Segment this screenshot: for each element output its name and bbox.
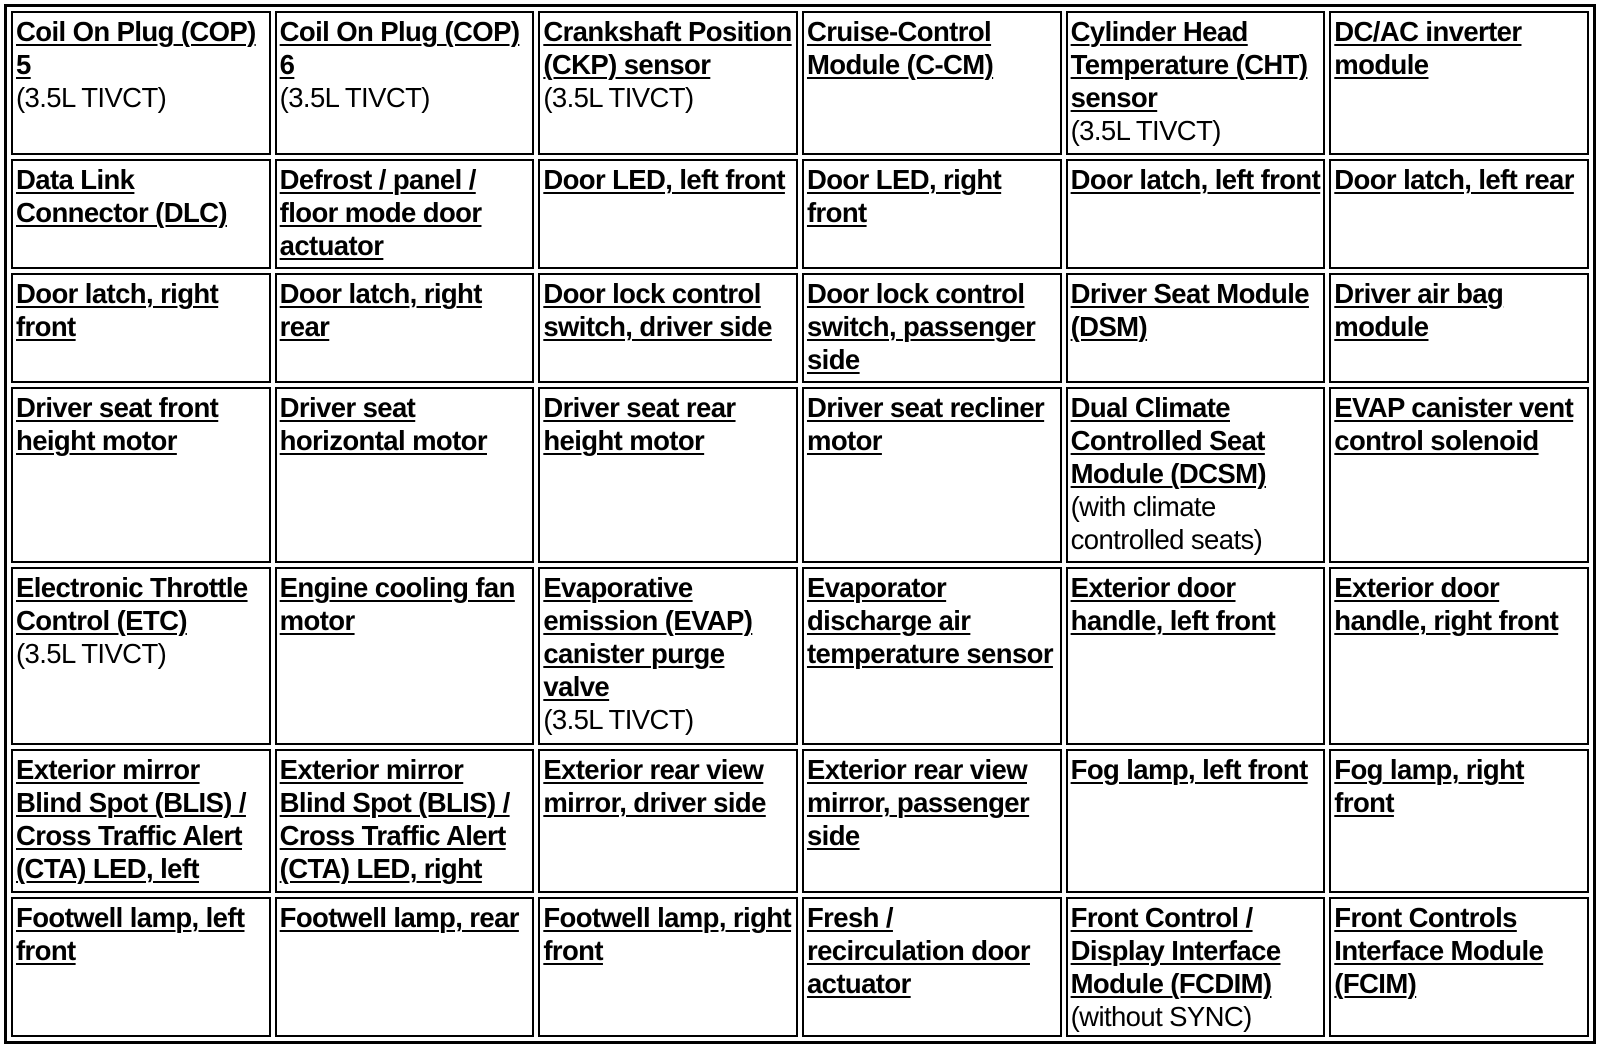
table-cell xyxy=(275,749,535,893)
component-link[interactable]: Crankshaft Position (CKP) sensor xyxy=(543,16,792,80)
component-note: (3.5L TIVCT) xyxy=(279,82,430,113)
table-cell xyxy=(11,387,271,563)
component-link[interactable]: Door LED, left front xyxy=(543,164,785,195)
component-link[interactable]: Driver seat rear height motor xyxy=(543,392,736,456)
component-link[interactable]: Door lock control switch, driver side xyxy=(543,278,772,342)
table-cell xyxy=(538,273,798,383)
table-cell xyxy=(1329,387,1589,563)
component-link[interactable]: Driver seat front height motor xyxy=(16,392,219,456)
table-cell xyxy=(538,897,798,1037)
component-note: (without SYNC) xyxy=(1070,1001,1252,1032)
component-link[interactable]: Door latch, right rear xyxy=(279,278,482,342)
component-link[interactable]: Door lock control switch, passenger side xyxy=(806,278,1036,375)
table-cell xyxy=(1066,897,1326,1037)
component-link[interactable]: Driver seat horizontal motor xyxy=(279,392,487,456)
component-link[interactable]: DC/AC inverter module xyxy=(1334,16,1522,80)
component-link[interactable]: Driver Seat Module (DSM) xyxy=(1070,278,1309,342)
table-cell xyxy=(11,749,271,893)
component-link[interactable]: Fresh / recirculation door actuator xyxy=(806,902,1030,999)
table-cell xyxy=(538,749,798,893)
component-link[interactable]: Defrost / panel / floor mode door actuator xyxy=(279,164,482,261)
table-cell xyxy=(538,11,798,155)
table-cell xyxy=(1329,11,1589,155)
table-cell xyxy=(275,273,535,383)
component-link[interactable]: Door LED, right front xyxy=(806,164,1002,228)
table-cell xyxy=(802,567,1062,745)
table-cell xyxy=(1066,567,1326,745)
component-link[interactable]: Front Controls Interface Module (FCIM) xyxy=(1334,902,1544,999)
table-cell xyxy=(11,11,271,155)
component-link[interactable]: Exterior door handle, right front xyxy=(1334,572,1559,636)
table-row xyxy=(11,11,1589,155)
table-row xyxy=(11,273,1589,383)
table-cell xyxy=(11,273,271,383)
component-link[interactable]: Cruise-Control Module (C-CM) xyxy=(806,16,994,80)
component-link[interactable]: Exterior mirror Blind Spot (BLIS) / Cross Traffic Alert (CTA) LED, right xyxy=(279,754,510,884)
component-link[interactable]: Footwell lamp, left front xyxy=(16,902,245,966)
table-cell xyxy=(1066,159,1326,269)
table-cell xyxy=(275,387,535,563)
component-note: (with climate controlled seats) xyxy=(1070,491,1263,555)
component-link[interactable]: Cylinder Head Temperature (CHT) sensor xyxy=(1070,16,1308,113)
table-cell xyxy=(1329,273,1589,383)
table-cell xyxy=(1066,273,1326,383)
table-cell xyxy=(802,897,1062,1037)
component-link[interactable]: Engine cooling fan motor xyxy=(279,572,515,636)
component-link[interactable]: Exterior rear view mirror, driver side xyxy=(543,754,766,818)
table-cell xyxy=(11,567,271,745)
component-link[interactable]: Door latch, left rear xyxy=(1334,164,1574,195)
table-cell xyxy=(1329,897,1589,1037)
component-note: (3.5L TIVCT) xyxy=(16,82,167,113)
table-cell xyxy=(538,387,798,563)
table-cell xyxy=(1066,11,1326,155)
table-cell xyxy=(275,897,535,1037)
component-link[interactable]: EVAP canister vent control solenoid xyxy=(1334,392,1574,456)
table-cell xyxy=(275,159,535,269)
component-link[interactable]: Footwell lamp, rear xyxy=(279,902,519,933)
table-cell xyxy=(802,749,1062,893)
component-link[interactable]: Electronic Throttle Control (ETC) xyxy=(16,572,248,636)
component-link[interactable]: Footwell lamp, right front xyxy=(543,902,792,966)
component-link[interactable]: Data Link Connector (DLC) xyxy=(16,164,227,228)
table-row xyxy=(11,897,1589,1037)
table-cell xyxy=(1329,567,1589,745)
component-link[interactable]: Door latch, right front xyxy=(16,278,219,342)
table-cell xyxy=(1066,387,1326,563)
component-link[interactable]: Front Control / Display Interface Module (FCDIM) xyxy=(1070,902,1281,999)
table-cell xyxy=(275,11,535,155)
component-link[interactable]: Dual Climate Controlled Seat Module (DCSM) xyxy=(1070,392,1266,489)
table-body xyxy=(11,11,1589,1037)
table-cell xyxy=(802,273,1062,383)
table-cell xyxy=(802,387,1062,563)
component-link[interactable]: Door latch, left front xyxy=(1070,164,1321,195)
component-link[interactable]: Exterior mirror Blind Spot (BLIS) / Cross Traffic Alert (CTA) LED, left xyxy=(16,754,246,884)
table-cell xyxy=(1329,159,1589,269)
component-link[interactable]: Fog lamp, right front xyxy=(1334,754,1524,818)
table-cell xyxy=(275,567,535,745)
table-cell xyxy=(538,567,798,745)
table-cell xyxy=(802,11,1062,155)
component-link[interactable]: Driver air bag module xyxy=(1334,278,1504,342)
table-cell xyxy=(1066,749,1326,893)
component-note: (3.5L TIVCT) xyxy=(543,82,694,113)
component-link[interactable]: Exterior rear view mirror, passenger side xyxy=(806,754,1030,851)
table-row xyxy=(11,159,1589,269)
component-note: (3.5L TIVCT) xyxy=(543,704,694,735)
table-row xyxy=(11,387,1589,563)
table-row xyxy=(11,567,1589,745)
component-link[interactable]: Fog lamp, left front xyxy=(1070,754,1308,785)
component-link[interactable]: Evaporator discharge air temperature sensor xyxy=(806,572,1053,669)
table-row xyxy=(11,749,1589,893)
table-cell xyxy=(11,159,271,269)
table-cell xyxy=(1329,749,1589,893)
table-cell xyxy=(538,159,798,269)
component-link[interactable]: Evaporative emission (EVAP) canister purge valve xyxy=(543,572,753,702)
table-cell xyxy=(11,897,271,1037)
component-note: (3.5L TIVCT) xyxy=(16,638,167,669)
component-link[interactable]: Driver seat recliner motor xyxy=(806,392,1045,456)
component-link[interactable]: Exterior door handle, left front xyxy=(1070,572,1276,636)
component-link[interactable]: Coil On Plug (COP) 6 xyxy=(279,16,520,80)
component-note: (3.5L TIVCT) xyxy=(1070,115,1221,146)
component-link[interactable]: Coil On Plug (COP) 5 xyxy=(16,16,256,80)
component-index-table xyxy=(4,4,1596,1044)
table-cell xyxy=(802,159,1062,269)
